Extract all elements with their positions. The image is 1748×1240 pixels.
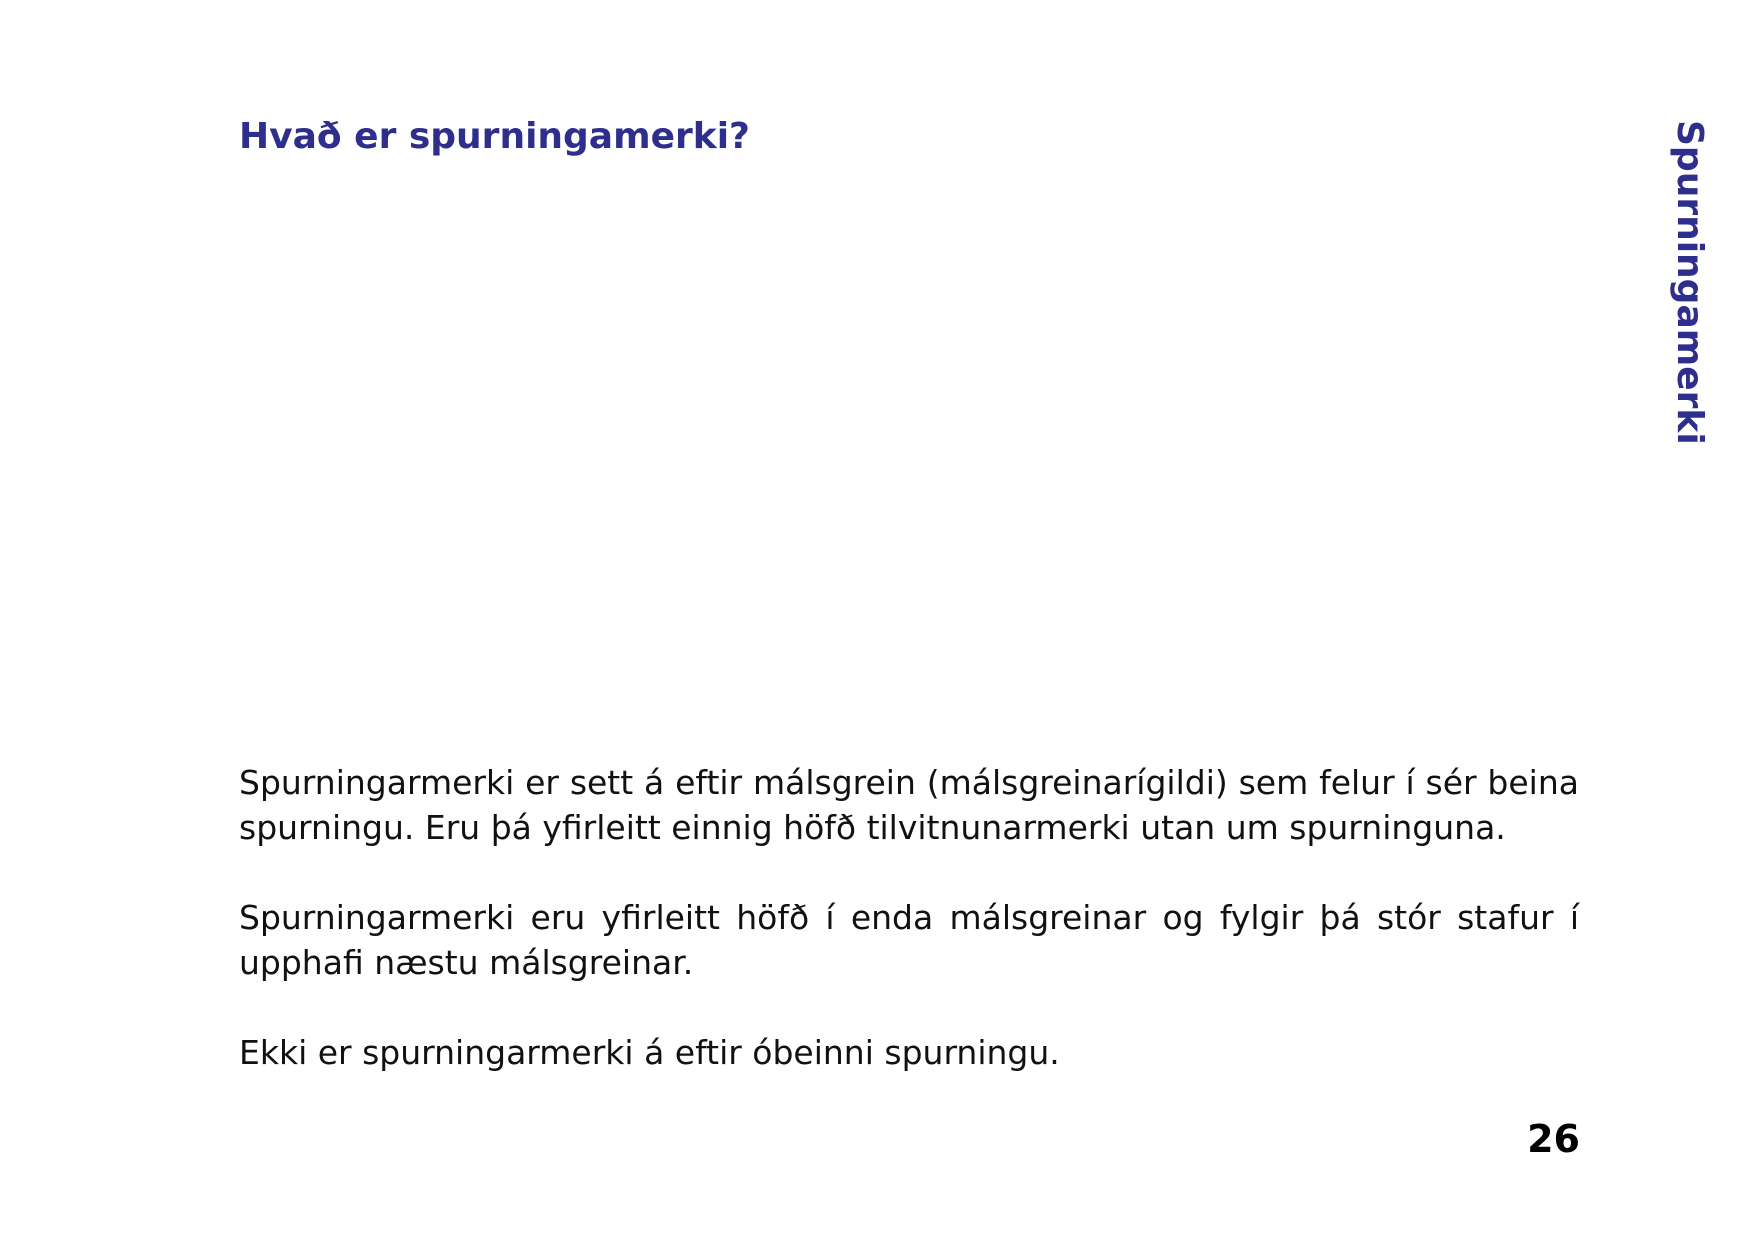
paragraph: Spurningarmerki eru yfirleitt höfð í enda málsgreinar og fylgir þá stór stafur í upphafi næstu málsgreinar.: [239, 898, 1579, 982]
section-side-label: Spurningamerki: [1669, 120, 1710, 445]
page-number: 26: [1527, 1117, 1580, 1161]
paragraph: Ekki er spurningarmerki á eftir óbeinni spurningu.: [239, 1033, 1060, 1072]
page-title: Hvað er spurningamerki?: [239, 116, 750, 157]
paragraph: Spurningarmerki er sett á eftir málsgrein (málsgreinarígildi) sem felur í sér beina spurningu. Eru þá yfirleitt einnig höfð tilvitnunarmerki utan um spurninguna.: [239, 763, 1579, 847]
body-text: [239, 760, 1579, 1075]
